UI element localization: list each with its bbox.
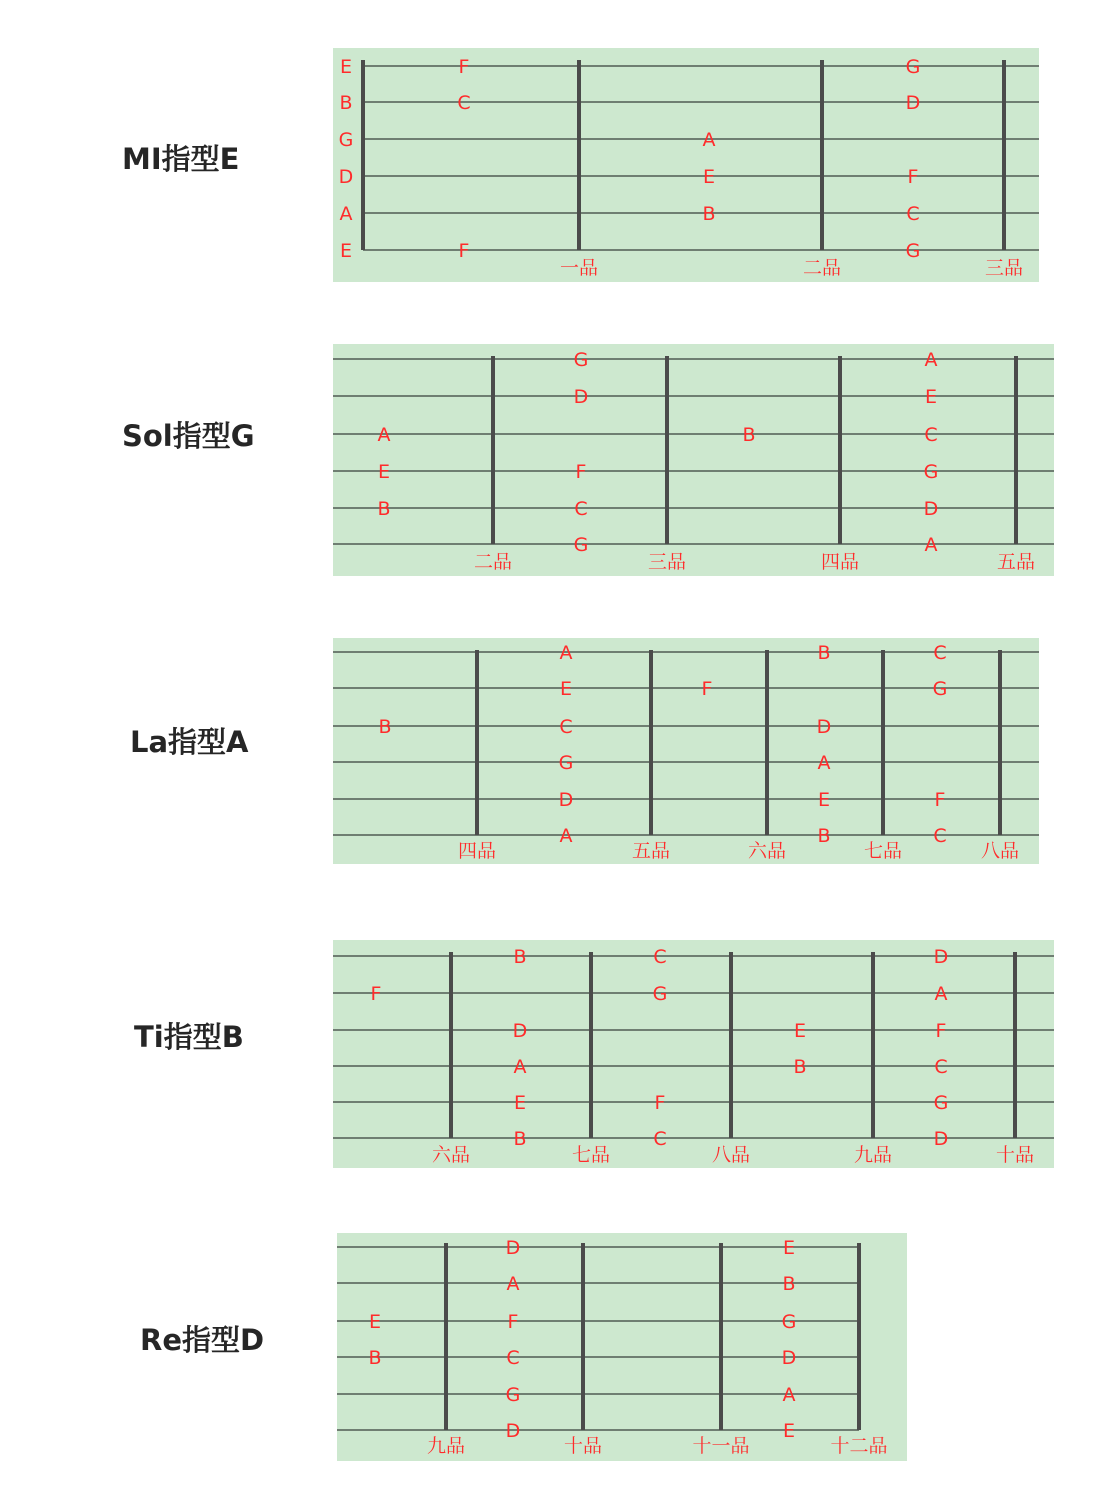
note-label: C	[653, 1128, 667, 1150]
note-label: B	[742, 424, 756, 446]
note-label: D	[933, 946, 949, 968]
note-label: C	[457, 92, 471, 114]
fretboard-svg	[333, 940, 1054, 1168]
note-label: G	[573, 349, 589, 371]
fretboard-diagram-mi	[333, 48, 1039, 282]
fret-number-label: 三品	[647, 551, 687, 573]
note-label: B	[817, 642, 831, 664]
note-label: B	[513, 1128, 527, 1150]
pattern-title-la: La指型A	[130, 725, 249, 759]
fret-number-label: 四品	[820, 551, 860, 573]
fret-number-label: 七品	[571, 1144, 611, 1166]
fret-number-label: 七品	[863, 840, 903, 862]
fret-number-label: 十二品	[830, 1435, 888, 1457]
fret-number-label: 九品	[426, 1435, 466, 1457]
note-label: C	[933, 642, 947, 664]
note-label: C	[906, 203, 920, 225]
fret-number-label: 六品	[747, 840, 787, 862]
note-label: A	[559, 825, 573, 847]
open-string-label: E	[339, 56, 353, 78]
note-label: C	[653, 946, 667, 968]
fretboard-diagram-sol	[333, 344, 1054, 576]
note-label: A	[934, 983, 948, 1005]
note-label: D	[512, 1020, 528, 1042]
note-label: C	[506, 1347, 520, 1369]
note-label: F	[575, 461, 587, 483]
open-string-label: B	[339, 92, 353, 114]
fretboard-diagram-la	[333, 638, 1039, 864]
note-label: B	[377, 498, 391, 520]
pattern-title-mi: MI指型E	[122, 142, 240, 176]
note-label: E	[782, 1420, 796, 1442]
fretboard-svg	[333, 344, 1054, 576]
note-label: B	[793, 1056, 807, 1078]
note-label: E	[782, 1237, 796, 1259]
note-label: F	[934, 789, 946, 811]
open-string-label: E	[339, 240, 353, 262]
fretboard-background	[333, 344, 1054, 576]
note-label: E	[377, 461, 391, 483]
fret-number-label: 五品	[996, 551, 1036, 573]
note-label: G	[923, 461, 939, 483]
note-label: B	[378, 716, 392, 738]
note-label: C	[559, 716, 573, 738]
note-label: B	[513, 946, 527, 968]
note-label: A	[377, 424, 391, 446]
fretboard-diagram-ti	[333, 940, 1054, 1168]
fret-number-label: 五品	[631, 840, 671, 862]
note-label: B	[817, 825, 831, 847]
note-label: B	[702, 203, 716, 225]
fretboard-background	[337, 1233, 907, 1461]
note-label: F	[701, 678, 713, 700]
note-label: E	[793, 1020, 807, 1042]
note-label: E	[368, 1311, 382, 1333]
note-label: E	[513, 1092, 527, 1114]
note-label: D	[505, 1420, 521, 1442]
fretboard-svg	[333, 48, 1039, 282]
note-label: D	[933, 1128, 949, 1150]
note-label: C	[574, 498, 588, 520]
note-label: A	[506, 1273, 520, 1295]
note-label: D	[505, 1237, 521, 1259]
fretboard-svg	[333, 638, 1039, 864]
note-label: A	[782, 1384, 796, 1406]
fretboard-diagram-re	[337, 1233, 907, 1461]
note-label: C	[934, 1056, 948, 1078]
note-label: F	[907, 166, 919, 188]
note-label: G	[505, 1384, 521, 1406]
note-label: G	[558, 752, 574, 774]
note-label: G	[573, 534, 589, 556]
note-label: A	[924, 349, 938, 371]
note-label: A	[817, 752, 831, 774]
pattern-title-ti: Ti指型B	[134, 1020, 244, 1054]
note-label: E	[924, 386, 938, 408]
note-label: G	[652, 983, 668, 1005]
note-label: G	[905, 56, 921, 78]
fret-number-label: 九品	[853, 1144, 893, 1166]
note-label: D	[905, 92, 921, 114]
note-label: E	[559, 678, 573, 700]
note-label: E	[817, 789, 831, 811]
fret-number-label: 十品	[995, 1144, 1035, 1166]
fret-number-label: 二品	[802, 257, 842, 279]
note-label: B	[782, 1273, 796, 1295]
note-label: A	[513, 1056, 527, 1078]
note-label: F	[370, 983, 382, 1005]
note-label: G	[781, 1311, 797, 1333]
note-label: F	[507, 1311, 519, 1333]
note-label: A	[924, 534, 938, 556]
note-label: A	[702, 129, 716, 151]
open-string-label: D	[338, 166, 354, 188]
note-label: F	[935, 1020, 947, 1042]
note-label: D	[558, 789, 574, 811]
fret-number-label: 四品	[457, 840, 497, 862]
note-label: D	[781, 1347, 797, 1369]
open-string-label: G	[338, 129, 354, 151]
note-label: C	[933, 825, 947, 847]
note-label: C	[924, 424, 938, 446]
fretboard-background	[333, 48, 1039, 282]
fret-number-label: 六品	[431, 1144, 471, 1166]
pattern-title-sol: Sol指型G	[122, 419, 255, 453]
open-string-label: A	[339, 203, 353, 225]
note-label: G	[933, 1092, 949, 1114]
fretboard-svg	[337, 1233, 907, 1461]
note-label: G	[932, 678, 948, 700]
fret-number-label: 八品	[980, 840, 1020, 862]
note-label: G	[905, 240, 921, 262]
note-label: D	[816, 716, 832, 738]
note-label: F	[458, 240, 470, 262]
fret-number-label: 十一品	[692, 1435, 750, 1457]
note-label: D	[923, 498, 939, 520]
note-label: F	[654, 1092, 666, 1114]
note-label: D	[573, 386, 589, 408]
fret-number-label: 三品	[984, 257, 1024, 279]
fret-number-label: 十品	[563, 1435, 603, 1457]
fret-number-label: 一品	[559, 257, 599, 279]
note-label: F	[458, 56, 470, 78]
fret-number-label: 二品	[473, 551, 513, 573]
note-label: B	[368, 1347, 382, 1369]
note-label: E	[702, 166, 716, 188]
pattern-title-re: Re指型D	[140, 1323, 265, 1357]
fret-number-label: 八品	[711, 1144, 751, 1166]
note-label: A	[559, 642, 573, 664]
